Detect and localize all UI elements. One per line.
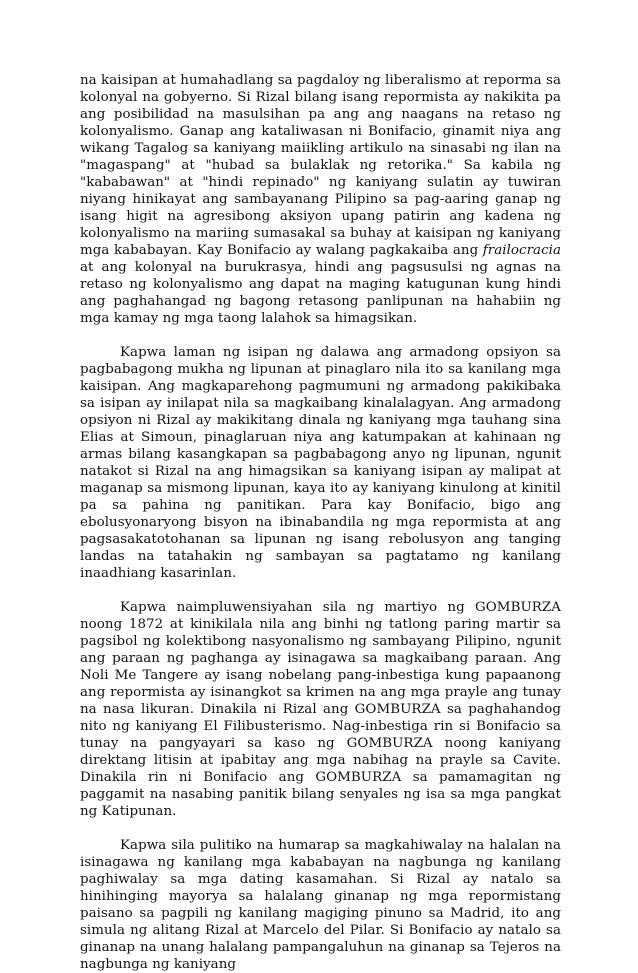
paragraph-4: Kapwa sila pulitiko na humarap sa magkahiwalay na halalan na isinagawa ng kanilang mga kababayan na nagbunga ng kanilang paghiwalay sa mga dating kasamahan. Si Rizal ay natalo sa hinihinging mayorya sa halalang ginanap ng mga repormistang paisano sa pagpili ng kanilang magiging pinuno sa Madrid, ito ang simula ng alitang Rizal at Marcelo del Pilar. Si Bonifacio ay natalo sa ginanap na unang halalang pampangaluhun na ginanap sa Tejeros na nagbunga ng kaniyang (80, 838, 561, 972)
paragraph-2: Kapwa laman ng isipan ng dalawa ang armadong opsiyon sa pagbabagong mukha ng lipunan at pinaglaro nila ito sa kanilang mga kaisipan. Ang magkaparehong pagmumuni ng armadong pakikibaka sa isipan ay inilapat nila sa magkaibang kinalalagyan. Ang armadong opsiyon ni Rizal ay makikitang dinala ng kaniyang mga tauhang sina Elias at Simoun, pinaglaruan niya ang katumpakan at kahinaan ng armas bilang kasangkapan sa pagbabagong anyo ng lipunan, ngunit natakot si Rizal na ang himagsikan sa kaniyang isipan ay malipat at maganap sa mismong lipunan, kaya ito ay kaniyang kinulong at kinitil pa sa pahina ng panitikan. Para kay Bonifacio, bigo ang ebolusyonaryong bisyon na ibinabandila ng mga repormista at ang pagsasakatotohanan sa lipunan ng isang rebolusyon ang tanging landas na tatahakin ng sambayan sa pagtatamo ng kanilang inaadhiang kasarinlan. (80, 345, 561, 581)
italic-term-frailocracia: frailocracia (482, 243, 561, 258)
paragraph-1-text-b: at ang kolonyal na burukrasya, hindi ang pagsusulsi ng agnas na retaso ng kolonyalismo ang dapat na maging katugunan kung hindi ang paghahangad ng bagong retasong panlipunan na hahabiin ng mga kamay ng mga taong lalahok sa himagsikan. (80, 260, 561, 326)
document-page (80, 72, 561, 973)
paragraph-1 (80, 72, 561, 327)
paragraph-3: Kapwa naimpluwensiyahan sila ng martiyo ng GOMBURZA noong 1872 at kinikilala nila ang binhi ng tatlong paring martir sa pagsibol ng kolektibong nasyonalismo ng sambayang Pilipino, ngunit ang paraan ng paghanga ay isinagawa sa magkaibang paraan. Ang Noli Me Tangere ay isang nobelang pang-inbestiga kung papaanong ang repormista ay isinangkot sa krimen na ang mga prayle ang tunay na nasa likuran. Dinakila ni Rizal ang GOMBURZA sa paghahandog nito ng kaniyang El Filibusterismo. Nag-inbestiga rin si Bonifacio sa tunay na pangyayari sa kaso ng GOMBURZA noong kaniyang direktang litisin at ipabitay ang mga nabihag na prayle sa Cavite. Dinakila rin ni Bonifacio ang GOMBURZA sa pamamagitan ng paggamit na nasabing panitik bilang senyales ng isa sa mga pangkat ng Katipunan. (80, 600, 561, 819)
paragraph-1-text-a: na kaisipan at humahadlang sa pagdaloy ng liberalismo at reporma sa kolonyal na gobyerno. Si Rizal bilang isang repormista ay nakikita pa ang posibilidad na masulsihan pa ang ang naagans na retaso ng kolonyalismo. Ganap ang kataliwasan ni Bonifacio, ginamit niya ang wikang Tagalog sa kaniyang maiikling artikulo na sinasabi ng ilan na "magaspang" at "hubad sa bulaklak ng retorika." Sa kabila ng "kababawan" at "hindi repinado" ng kaniyang sulatin ay tuwiran niyang hinikayat ang sambayanang Pilipino sa pag-aaring ganap ng isang higit na agresibong aksiyon upang patirin ang kadena ng kolonyalismo na mariing sumasakal sa buhay at kaisipan ng kaniyang mga kababayan. Kay Bonifacio ay walang pagkakaiba ang (80, 73, 561, 258)
